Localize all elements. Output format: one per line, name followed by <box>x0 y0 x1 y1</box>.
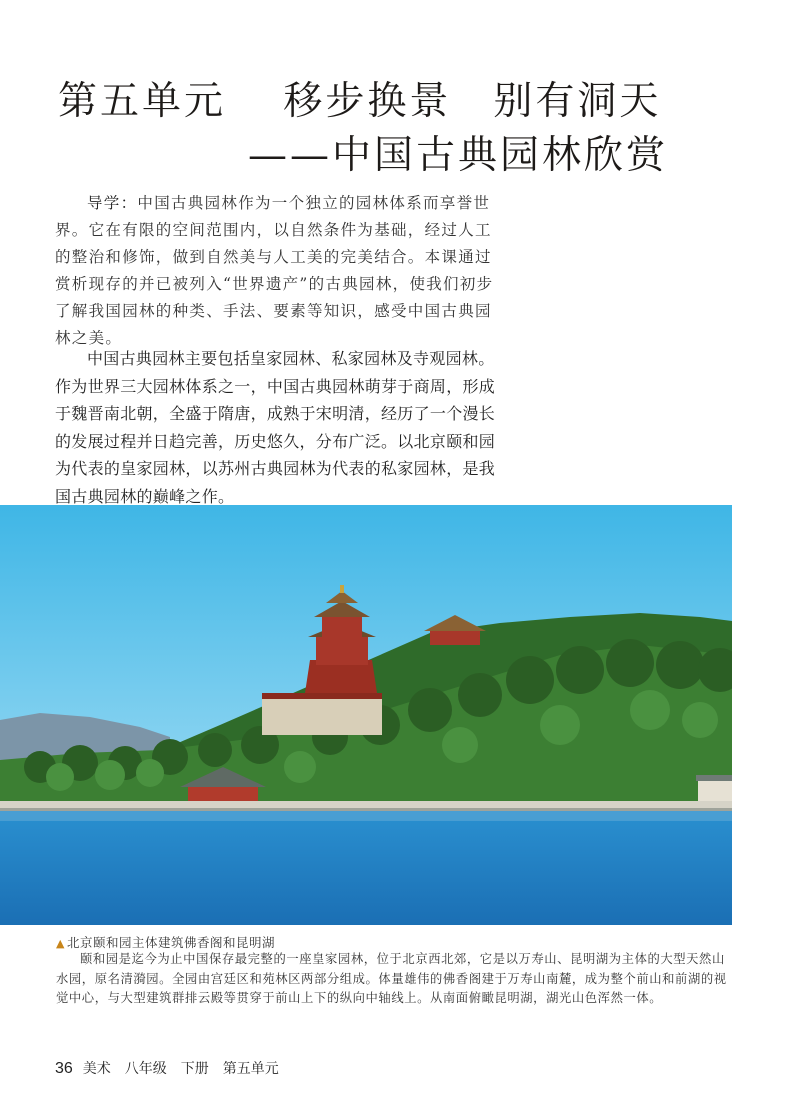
triangle-icon: ▲ <box>56 937 65 950</box>
guide-label: 导学： <box>87 194 138 212</box>
body-paragraph: 中国古典园林主要包括皇家园林、私家园林及寺观园林。作为世界三大园林体系之一，中国古典园林萌芽于商周，形成于魏晋南北朝，全盛于隋唐，成熟于宋明清，经历了一个漫长的发展过程并日趋完善，历史悠久，分布广泛。以北京颐和园为代表的皇家园林，以苏州古典园林为代表的私家园林，是我国古典园林的巅峰之作。 <box>55 349 496 506</box>
summer-palace-photo <box>0 505 732 925</box>
page-number: 36 <box>55 1060 73 1077</box>
footer-text: 美术 八年级 下册 第五单元 <box>82 1061 279 1077</box>
page-footer <box>55 1058 279 1078</box>
unit-title-line1: 第五单元 移步换景 别有洞天 <box>58 79 662 124</box>
guide-paragraph <box>55 190 505 352</box>
caption-title-text: 北京颐和园主体建筑佛香阁和昆明湖 <box>66 935 275 950</box>
photo-caption-body: 颐和园是迄今为止中国保存最完整的一座皇家园林，位于北京西北郊，它是以万寿山、昆明湖为主体的大型天然山水园，原名清漪园。全园由宫廷区和苑林区两部分组成。体量雄伟的佛香阁建于万寿山南麓，成为整个前山和前湖的视觉中心，与大型建筑群排云殿等贯穿于前山上下的纵向中轴线上。从南面俯瞰昆明湖，湖光山色浑然一体。 <box>56 952 727 1005</box>
guide-text: 中国古典园林作为一个独立的园林体系而享誉世界。它在有限的空间范围内，以自然条件为基础，经过人工的整治和修饰，做到自然美与人工美的完美结合。本课通过赏析现存的并已被列入“世界遗产”的古典园林，使我们初步了解我国园林的种类、手法、要素等知识，感受中国古典园林之美。 <box>55 194 494 347</box>
unit-title-line2: ——中国古典园林欣赏 <box>248 133 669 178</box>
photo-caption-title <box>56 933 275 951</box>
